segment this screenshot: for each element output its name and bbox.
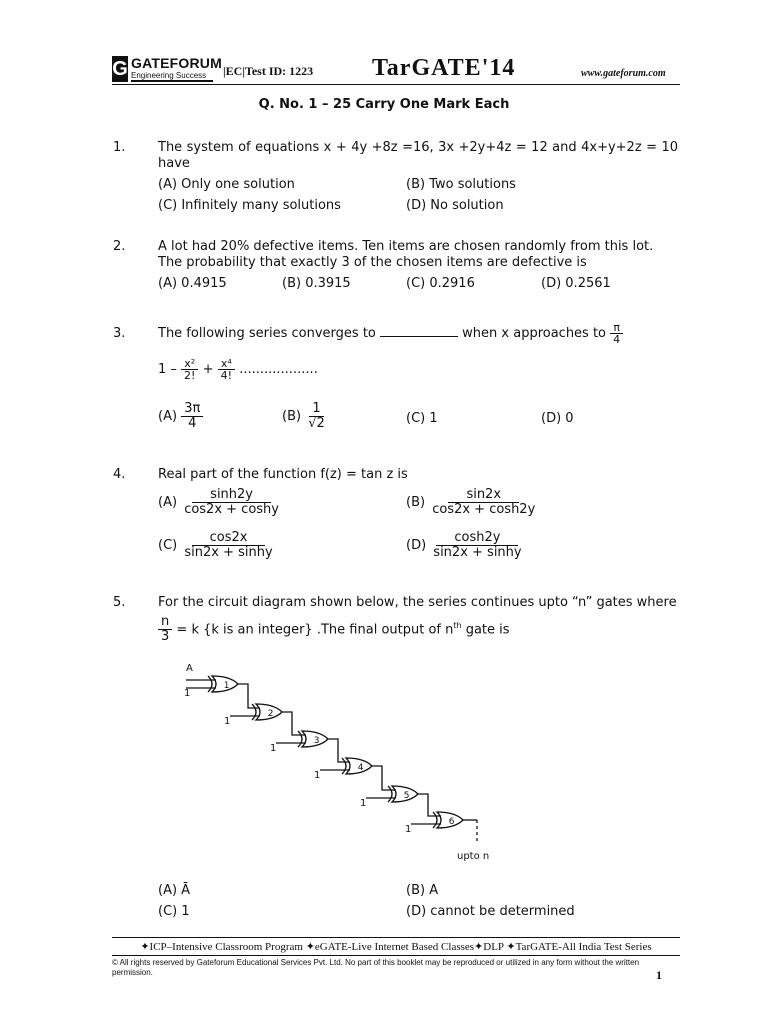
gateforum-logo-icon: G: [112, 58, 128, 80]
option-denominator: sin2x + sinhy: [184, 545, 273, 560]
option-d: (D) cannot be determined: [406, 904, 575, 919]
series-plus: +: [202, 362, 214, 377]
option-c: (C) 1: [158, 904, 190, 919]
condition-numerator: n: [158, 615, 172, 630]
footer-rule-bottom: [112, 955, 680, 956]
upto-n-label: upto n: [457, 851, 490, 862]
option-denominator: cos2x + coshy: [184, 502, 279, 517]
question-number: 4.: [113, 467, 126, 482]
option-label: (D): [406, 538, 427, 553]
series-lead: 1 –: [158, 362, 177, 377]
option-c: (C) 0.2916: [406, 276, 475, 291]
xor-gate-back-curve: [252, 704, 256, 720]
limit-numerator: π: [610, 322, 623, 334]
final-output-sup: th: [453, 621, 462, 630]
option-label: (B): [282, 409, 302, 424]
option-c: (C) Infinitely many solutions: [158, 198, 341, 213]
option-d: (D) 0: [541, 411, 574, 426]
input-a-label: A: [186, 663, 193, 674]
question-text: For the circuit diagram shown below, the series continues upto “n” gates where: [158, 595, 677, 610]
option-d: (D) 0.2561: [541, 276, 611, 291]
term-1-denominator: 2!: [184, 369, 196, 382]
gate-label: 4: [357, 763, 364, 773]
question-number: 5.: [113, 595, 126, 610]
gate-label: 5: [403, 791, 410, 801]
option-denominator: cos2x + cosh2y: [432, 502, 536, 517]
input-one-label: 1: [224, 716, 231, 727]
option-d: (D) No solution: [406, 198, 504, 213]
test-id: |EC|Test ID: 1223: [223, 64, 314, 78]
condition-denominator: 3: [161, 629, 170, 645]
option-label: (A): [158, 409, 178, 424]
question-number: 2.: [113, 239, 126, 254]
website-link[interactable]: www.gateforum.com: [581, 68, 666, 79]
term-2-denominator: 4!: [220, 369, 233, 382]
xor-gate-back-curve: [342, 758, 346, 774]
option-c: (C) 1: [406, 411, 438, 426]
logo-name: GATEFORUM: [131, 55, 222, 71]
xor-gate-back-curve: [298, 731, 302, 747]
input-one-label: 1: [314, 770, 321, 781]
term-2-numerator: x⁴: [218, 358, 235, 370]
option-b: (B) A: [406, 883, 439, 898]
gate-label: 1: [223, 681, 230, 691]
option-b: (B) 0.3915: [282, 276, 351, 291]
question-number: 1.: [113, 140, 126, 155]
final-output-text-end: gate is: [461, 622, 510, 638]
brand-title: TarGATE'14: [372, 55, 516, 81]
footer-rule-top: [112, 937, 680, 938]
option-b: (B) Two solutions: [406, 177, 516, 192]
gate-label: 2: [267, 709, 274, 719]
input-one-label: 1: [360, 798, 367, 809]
option-label: (B): [406, 495, 426, 510]
series-dots: ...................: [239, 362, 318, 377]
page-number: 1: [656, 968, 662, 982]
option-denominator: sin2x + sinhy: [433, 545, 522, 560]
option-numerator: sin2x: [448, 488, 519, 503]
option-a: (A) Only one solution: [158, 177, 295, 192]
condition-text: = k {k is an integer}: [176, 622, 313, 638]
option-label: (C): [158, 538, 178, 553]
xor-gate-back-curve: [388, 786, 392, 802]
question-text-after: when x approaches to: [462, 326, 607, 341]
logo-tagline: Engineering Success: [131, 71, 207, 80]
gate-label: 6: [448, 817, 455, 827]
option-numerator: 1: [309, 402, 323, 417]
option-numerator: sinh2y: [192, 488, 271, 503]
input-one-label: 1: [405, 824, 412, 835]
section-title: Q. No. 1 – 25 Carry One Mark Each: [258, 97, 510, 112]
question-text: The system of equations x + 4y +8z =16, 3x +2y+4z = 12 and 4x+y+2z = 10 have: [158, 140, 678, 171]
input-one-label: 1: [184, 688, 191, 699]
option-numerator: cos2x: [192, 531, 266, 546]
option-a: (A) 0.4915: [158, 276, 227, 291]
option-numerator: 3π: [181, 402, 203, 417]
term-1-numerator: x²: [181, 358, 198, 370]
option-numerator: cosh2y: [436, 531, 518, 546]
question-number: 3.: [113, 326, 126, 341]
option-denominator: 4: [188, 416, 197, 431]
xor-gate-back-curve: [208, 676, 212, 692]
limit-denominator: 4: [613, 333, 621, 346]
final-output-text: .The final output of n: [316, 622, 454, 638]
footer-copyright: © All rights reserved by Gateforum Educational Services Pvt. Ltd. No part of this booklet may be reproduced or utilized in any form without the written permission.: [112, 958, 640, 977]
footer-programs: ✦ICP–Intensive Classroom Program ✦eGATE-Live Internet Based Classes✦DLP ✦TarGATE-All India Test Series: [140, 941, 652, 953]
question-text: Real part of the function f(z) = tan z is: [158, 467, 408, 482]
option-denominator: √2: [308, 416, 325, 431]
question-text: A lot had 20% defective items. Ten items are chosen randomly from this lot. The probability that exactly 3 of the chosen items are defective is: [158, 239, 654, 270]
input-one-label: 1: [270, 743, 277, 754]
option-label: (A): [158, 495, 178, 510]
question-text-before: The following series converges to: [158, 326, 376, 341]
option-a: (A) Ā: [158, 883, 191, 898]
gate-label: 3: [313, 736, 320, 746]
xor-gate-back-curve: [433, 812, 437, 828]
